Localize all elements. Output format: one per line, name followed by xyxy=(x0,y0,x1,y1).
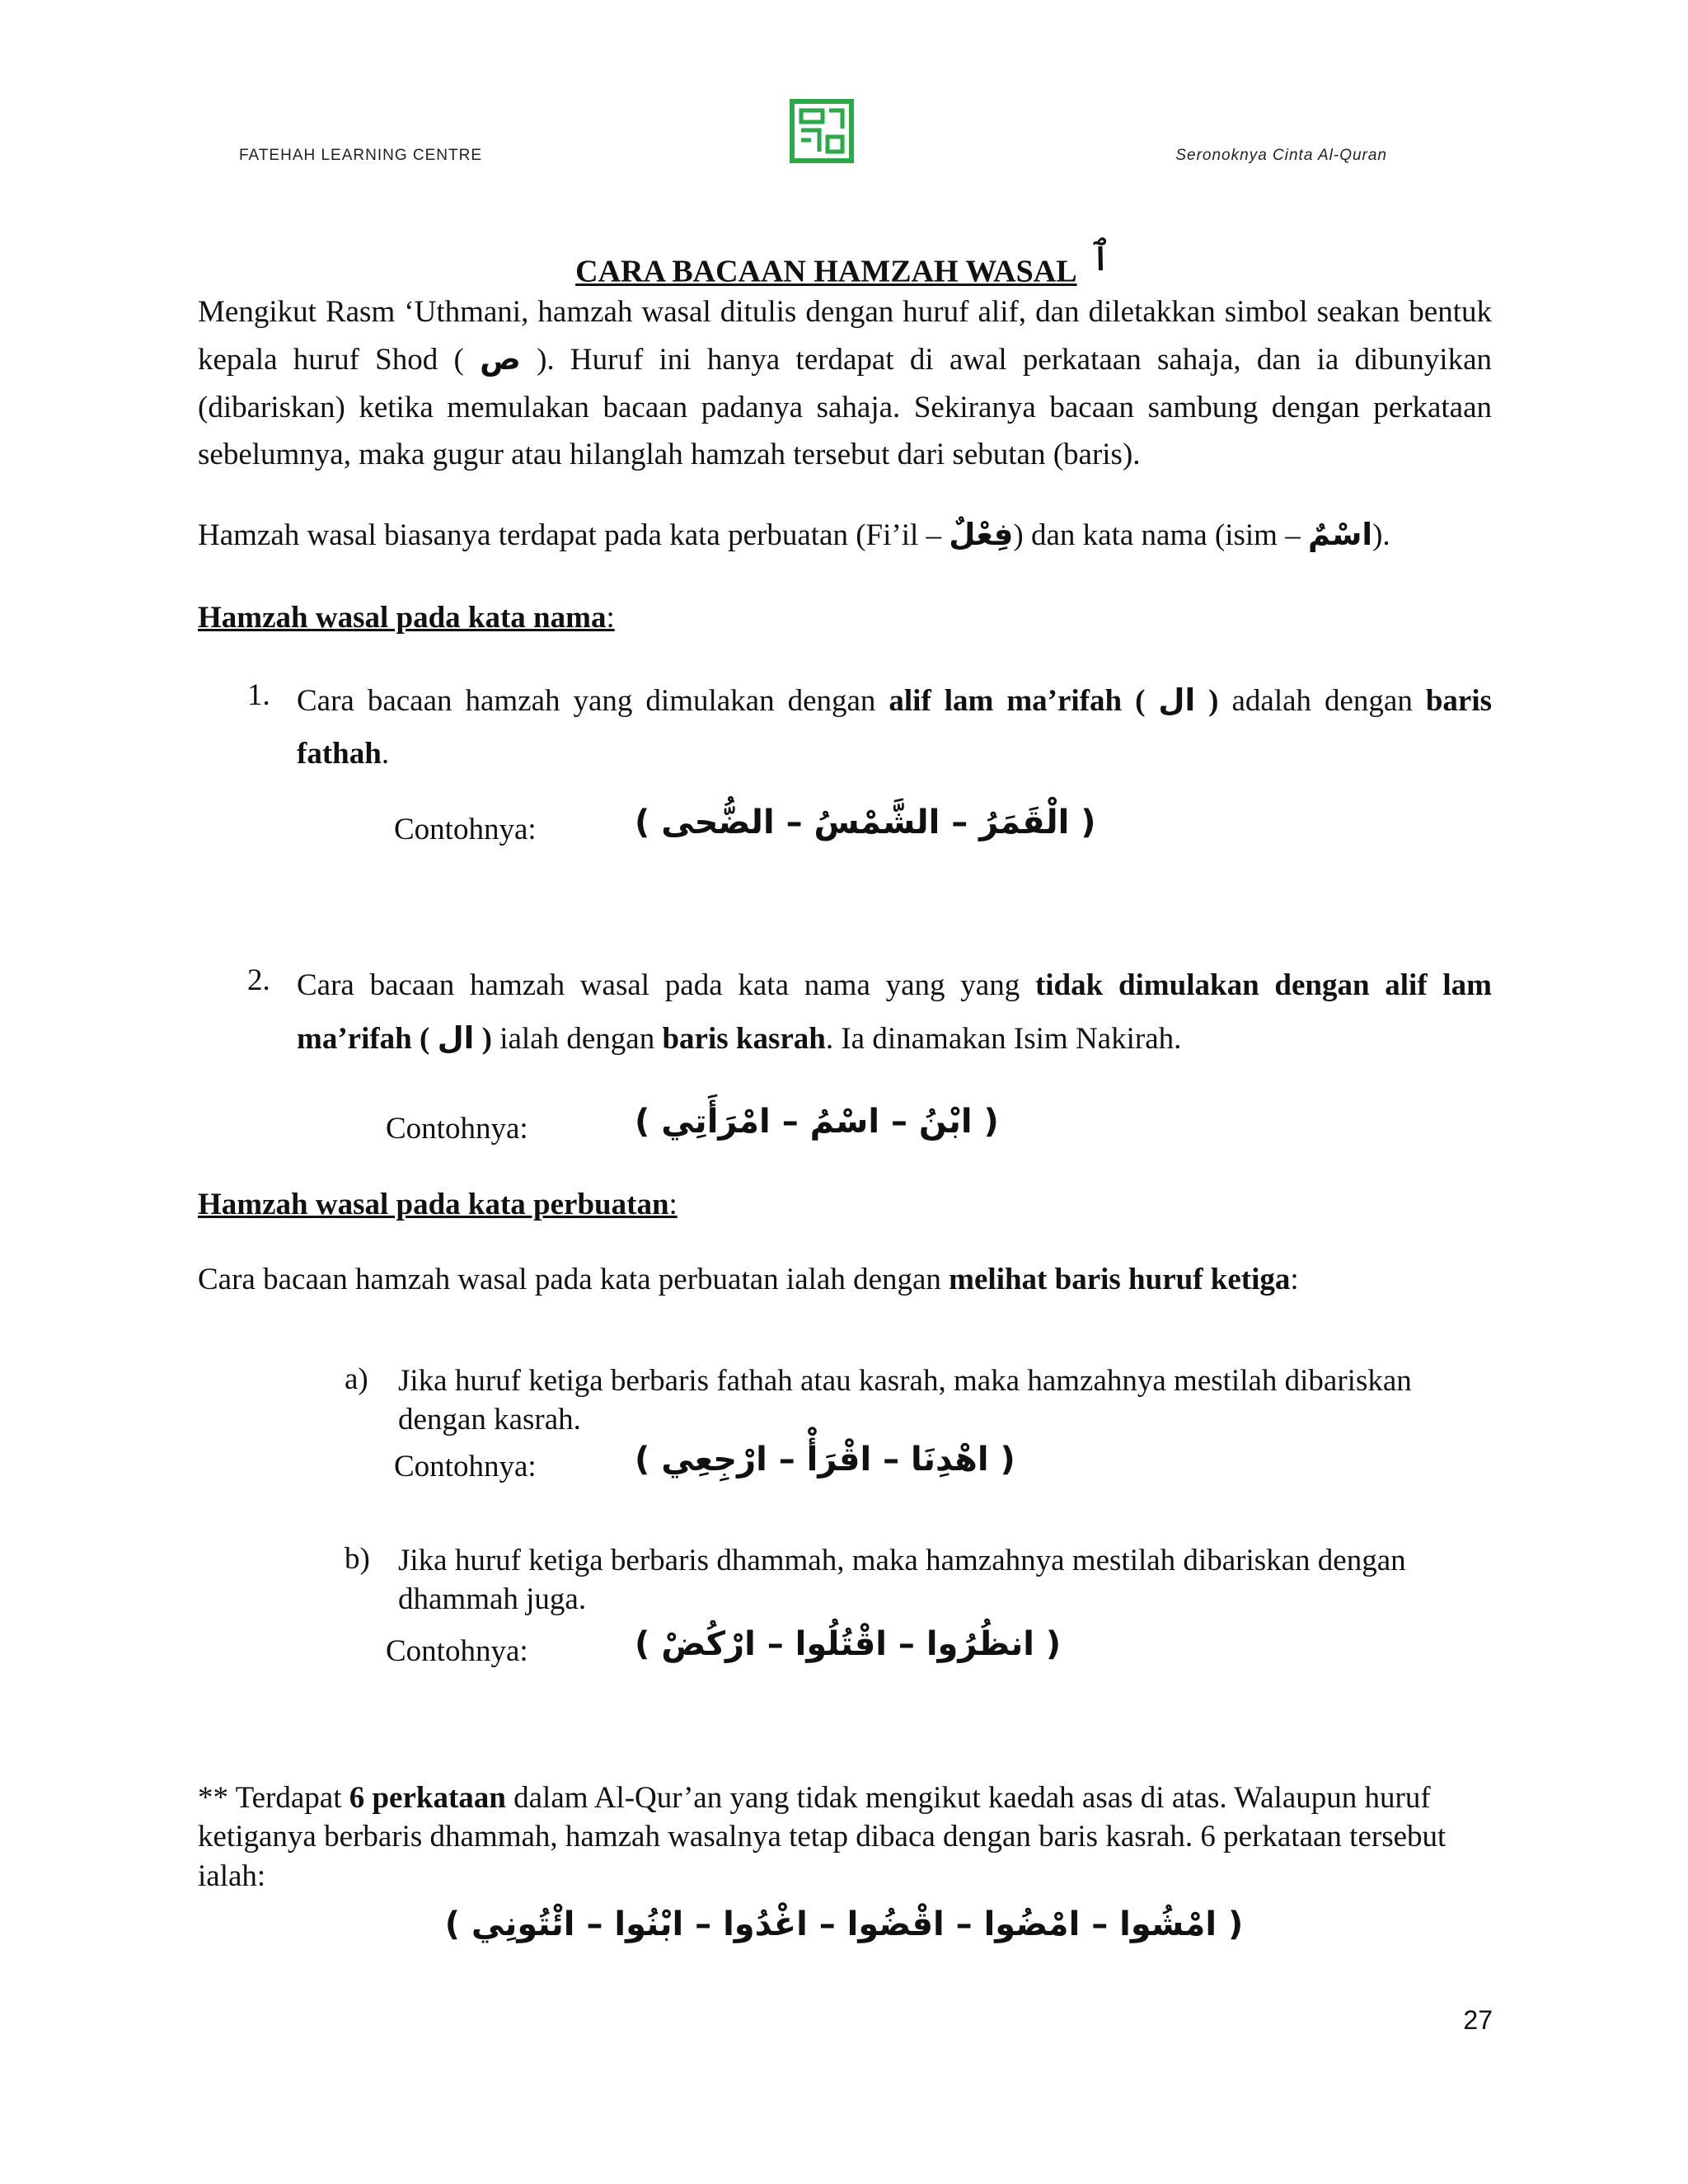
header-left-text: FATEHAH LEARNING CENTRE xyxy=(239,147,483,164)
section-heading-verb: Hamzah wasal pada kata perbuatan: xyxy=(198,1188,678,1221)
exception-note: ** Terdapat 6 perkataan dalam Al-Qur’an yang tidak mengikut kaedah asas di atas. Walaupun huruf ketiganya berbaris dhammah, hamzah wasalnya tetap dibaca dengan baris kasrah. 6 perkataan tersebut ialah: xyxy=(198,1781,1447,1893)
exception-words-arabic: ( امْشُوا – امْضُوا – اقْضُوا – اغْدُوا – ابْنُوا – ائْتُونِي ) xyxy=(444,1905,1244,1943)
page-number: 27 xyxy=(1463,2005,1493,2035)
fiil-isim-paragraph: Hamzah wasal biasanya terdapat pada kata perbuatan (Fi’il – فِعْلٌ) dan kata nama (isim – اسْمٌ). xyxy=(198,517,1390,552)
page-title-text: CARA BACAAN HAMZAH WASAL xyxy=(575,254,1077,289)
hamzah-wasal-symbol: ٱ xyxy=(1088,232,1113,280)
list-number: 2. xyxy=(247,963,270,997)
alif-lam-arabic: ال xyxy=(437,1019,475,1056)
intro-paragraph: Mengikut Rasm ‘Uthmani, hamzah wasal ditulis dengan huruf alif, dan diletakkan simbol seakan bentuk kepala huruf Shod ( ص ). Huruf ini hanya terdapat di awal perkataan sahaja, dan ia dibunyikan (dibariskan) ketika memulakan bacaan padanya sahaja. Sekiranya bacaan sambung dengan perkataan sebelumnya, maka gugur atau hilanglah hamzah tersebut dari sebutan (baris). xyxy=(198,295,1492,472)
example-arabic: ( الْقَمَرُ – الشَّمْسُ – الضُّحى ) xyxy=(635,804,1096,841)
noun-item-1-text: Cara bacaan hamzah yang dimulakan dengan alif lam ma’rifah ( ال ) adalah dengan baris fathah. xyxy=(297,682,1493,771)
example-arabic: ( اهْدِنَا – اقْرَأْ – ارْجِعِي ) xyxy=(635,1441,1015,1479)
list-number: 1. xyxy=(247,678,270,712)
ism-arabic: اسْمٌ xyxy=(1307,517,1373,552)
example-label: Contohnya: xyxy=(394,813,537,846)
example-arabic: ( انظُرُوا – اقْتُلُوا – ارْكُضْ ) xyxy=(635,1625,1062,1663)
example-label: Contohnya: xyxy=(394,1450,537,1483)
page-title xyxy=(0,232,1688,290)
noun-item-2-text: Cara bacaan hamzah wasal pada kata nama yang yang tidak dimulakan dengan alif lam ma’rifah ( ال ) ialah dengan baris kasrah. Ia dinamakan Isim Nakirah. xyxy=(297,968,1493,1056)
list-letter: b) xyxy=(345,1542,370,1576)
verb-item-b-text: Jika huruf ketiga berbaris dhammah, maka hamzahnya mestilah dibariskan dengan dhammah juga. xyxy=(398,1544,1406,1617)
example-label: Contohnya: xyxy=(386,1112,528,1146)
example-arabic: ( ابْنُ – اسْمُ – امْرَأَتِي ) xyxy=(635,1103,999,1141)
fiil-arabic: فِعْلٌ xyxy=(949,517,1014,552)
list-letter: a) xyxy=(345,1362,368,1396)
verb-intro-paragraph: Cara bacaan hamzah wasal pada kata perbuatan ialah dengan melihat baris huruf ketiga: xyxy=(198,1263,1299,1296)
section-heading-noun: Hamzah wasal pada kata nama: xyxy=(198,601,615,635)
verb-item-a-text: Jika huruf ketiga berbaris fathah atau kasrah, maka hamzahnya mestilah dibariskan dengan kasrah. xyxy=(398,1364,1412,1437)
alif-lam-arabic: ال xyxy=(1158,682,1196,718)
shod-letter: ص xyxy=(480,341,521,377)
fatehah-logo-icon xyxy=(790,99,854,163)
header-right-text: Seronoknya Cinta Al-Quran xyxy=(1175,147,1387,164)
example-label: Contohnya: xyxy=(386,1634,528,1668)
